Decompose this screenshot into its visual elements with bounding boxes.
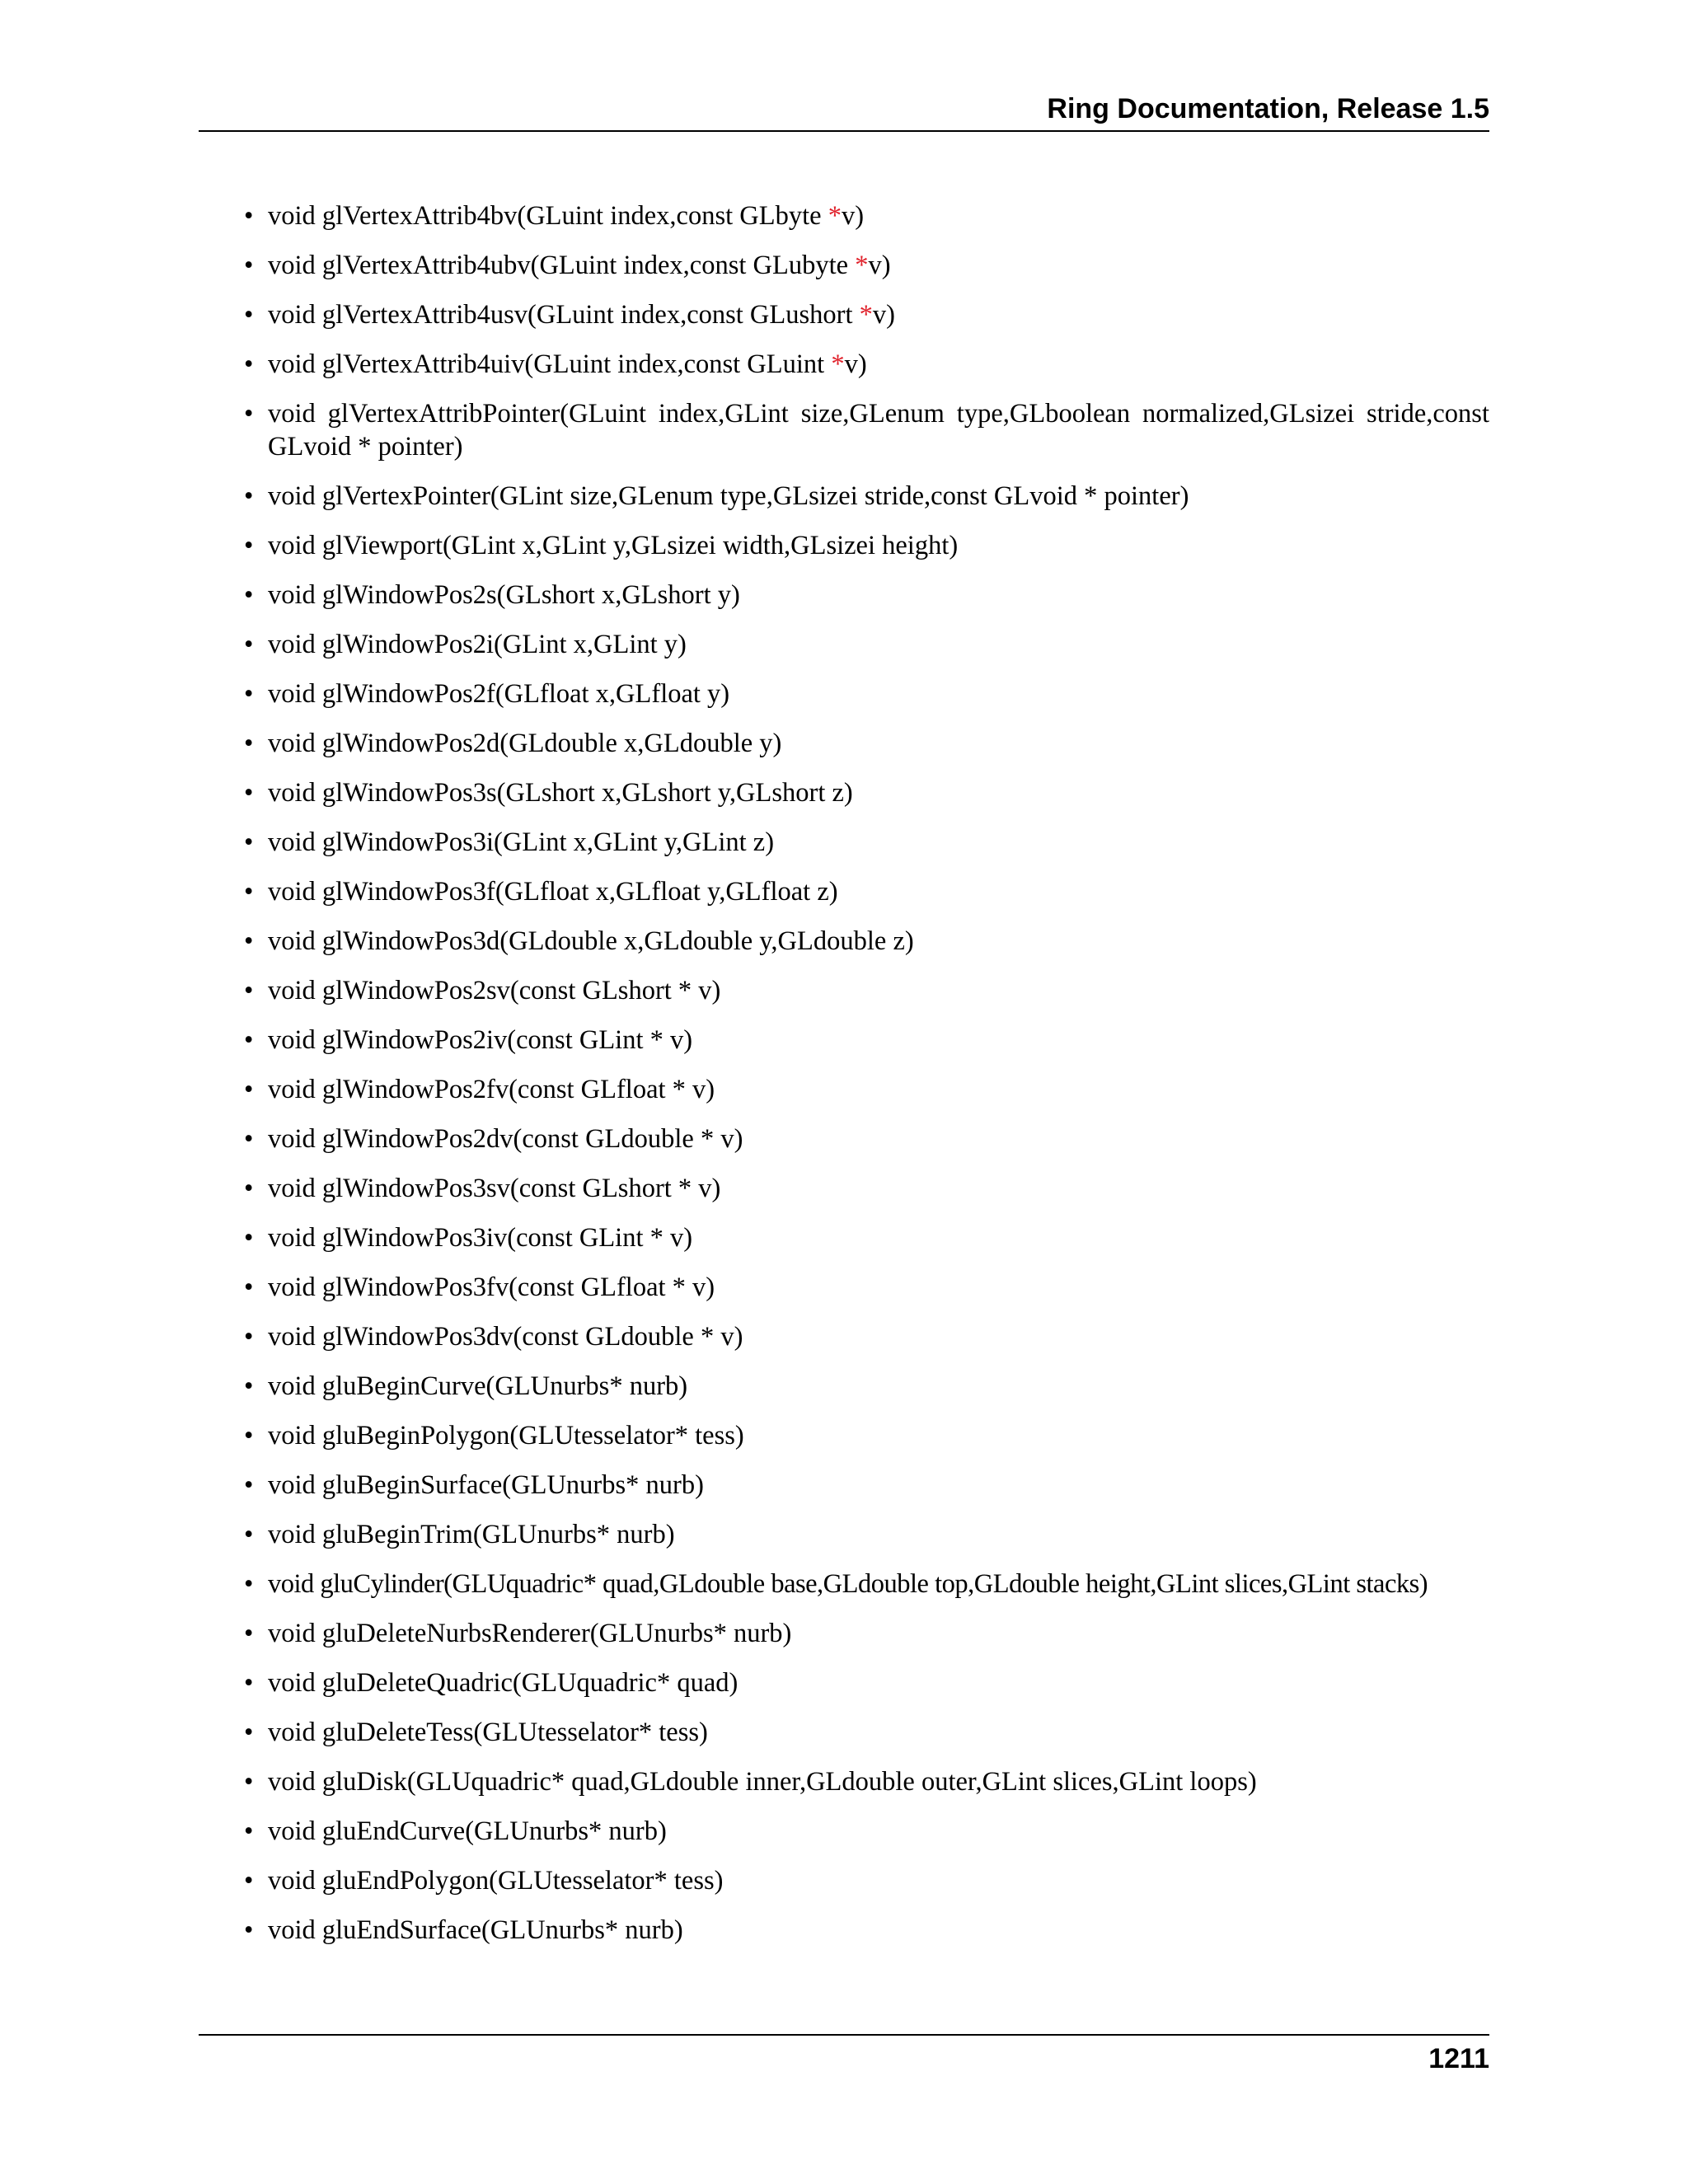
function-signature: void gluDeleteQuadric(GLUquadric* quad) (268, 1668, 738, 1698)
function-signature: void glVertexPointer(GLint size,GLenum type,GLsizei stride,const GLvoid * pointer) (268, 481, 1189, 511)
function-signature: void glWindowPos2i(GLint x,GLint y) (268, 630, 687, 659)
signature-suffix: v) (841, 201, 865, 231)
list-item (0, 826, 1688, 859)
function-signature: void gluEndCurve(GLUnurbs* nurb) (268, 1816, 667, 1846)
function-signature: void gluBeginCurve(GLUnurbs* nurb) (268, 1371, 688, 1401)
bullet-icon: • (244, 1520, 254, 1549)
function-signature: void glWindowPos3dv(const GLdouble * v) (268, 1322, 743, 1352)
list-item (0, 1815, 1688, 1848)
function-signature: void glWindowPos3d(GLdouble x,GLdouble y,GLdouble z) (268, 926, 914, 956)
function-signature (268, 348, 1489, 381)
bullet-icon: • (244, 679, 254, 709)
function-signature: void glWindowPos2iv(const GLint * v) (268, 1025, 693, 1055)
bullet-icon: • (244, 1371, 254, 1401)
bullet-icon: • (244, 1915, 254, 1945)
bullet-icon: • (244, 580, 254, 610)
signature-prefix: void glVertexAttrib4bv(GLuint index,const GLbyte (268, 201, 828, 231)
pointer-symbol: * (855, 251, 869, 280)
bullet-icon: • (244, 1421, 254, 1451)
list-item (0, 298, 1688, 331)
function-signature: void glWindowPos3fv(const GLfloat * v) (268, 1272, 715, 1302)
function-signature: void gluEndSurface(GLUnurbs* nurb) (268, 1915, 683, 1945)
list-item (0, 1320, 1688, 1353)
list-item (0, 480, 1688, 513)
bullet-icon: • (244, 778, 254, 808)
page-header-title: Ring Documentation, Release 1.5 (1047, 93, 1489, 124)
header-divider (199, 130, 1489, 132)
function-signature: void gluCylinder(GLUquadric* quad,GLdouble base,GLdouble top,GLdouble height,GLint slices,GLint stacks) (268, 1569, 1428, 1599)
bullet-icon: • (244, 1272, 254, 1302)
bullet-icon: • (244, 1866, 254, 1896)
function-signature: void glWindowPos2sv(const GLshort * v) (268, 976, 721, 1005)
pointer-symbol: * (859, 300, 873, 330)
bullet-icon: • (244, 1025, 254, 1055)
bullet-icon: • (244, 251, 254, 280)
list-item (0, 249, 1688, 282)
pointer-symbol: * (828, 201, 842, 231)
list-item (0, 1122, 1688, 1155)
bullet-icon: • (244, 201, 254, 231)
list-item (0, 776, 1688, 809)
bullet-icon: • (244, 300, 254, 330)
bullet-icon: • (244, 1124, 254, 1154)
list-item (0, 1716, 1688, 1749)
list-item (0, 1469, 1688, 1502)
list-item (0, 925, 1688, 958)
list-item (0, 579, 1688, 612)
function-signature: void glWindowPos2d(GLdouble x,GLdouble y) (268, 729, 782, 758)
bullet-icon: • (244, 1470, 254, 1500)
bullet-icon: • (244, 877, 254, 907)
bullet-icon: • (244, 976, 254, 1005)
bullet-icon: • (244, 531, 254, 560)
bullet-icon: • (244, 1223, 254, 1253)
bullet-icon: • (244, 926, 254, 956)
list-item (0, 529, 1688, 562)
function-signature: void glWindowPos3f(GLfloat x,GLfloat y,GLfloat z) (268, 877, 838, 907)
footer-divider (199, 2034, 1489, 2036)
list-item (0, 1568, 1688, 1601)
signature-suffix: v) (868, 251, 891, 280)
list-item (0, 1172, 1688, 1205)
signature-suffix: v) (872, 300, 895, 330)
list-item (0, 348, 1688, 381)
bullet-icon: • (244, 1668, 254, 1698)
function-signature: void glViewport(GLint x,GLint y,GLsizei width,GLsizei height) (268, 531, 959, 560)
function-signature: void glWindowPos3iv(const GLint * v) (268, 1223, 693, 1253)
bullet-icon: • (244, 1619, 254, 1648)
list-item (0, 727, 1688, 760)
signature-suffix: v) (844, 349, 867, 379)
signature-prefix: void glVertexAttrib4uiv(GLuint index,const GLuint (268, 349, 832, 379)
page-number: 1211 (1428, 2043, 1489, 2074)
function-signature: void gluBeginTrim(GLUnurbs* nurb) (268, 1520, 675, 1549)
list-item (0, 1073, 1688, 1106)
function-signature: void gluBeginPolygon(GLUtesselator* tess) (268, 1421, 744, 1451)
bullet-icon: • (244, 1718, 254, 1747)
list-item (0, 1864, 1688, 1897)
function-list (0, 199, 1688, 1963)
list-item (0, 1617, 1688, 1650)
list-item (0, 199, 1688, 232)
list-item (0, 1765, 1688, 1798)
function-signature: void gluDeleteTess(GLUtesselator* tess) (268, 1718, 708, 1747)
list-item (0, 1419, 1688, 1452)
function-signature: void glWindowPos2dv(const GLdouble * v) (268, 1124, 743, 1154)
pointer-symbol: * (831, 349, 845, 379)
list-item (0, 974, 1688, 1007)
function-signature: void gluBeginSurface(GLUnurbs* nurb) (268, 1470, 704, 1500)
bullet-icon: • (244, 1174, 254, 1203)
bullet-icon: • (244, 630, 254, 659)
bullet-icon: • (244, 827, 254, 857)
function-signature: void glWindowPos3sv(const GLshort * v) (268, 1174, 721, 1203)
bullet-icon: • (244, 1816, 254, 1846)
function-signature: void gluDeleteNurbsRenderer(GLUnurbs* nurb) (268, 1619, 792, 1648)
bullet-icon: • (244, 729, 254, 758)
list-item (0, 1024, 1688, 1057)
bullet-icon: • (244, 1767, 254, 1797)
bullet-icon: • (244, 1075, 254, 1104)
function-signature (268, 298, 1489, 331)
list-item (0, 1914, 1688, 1947)
function-signature: void glWindowPos3s(GLshort x,GLshort y,GLshort z) (268, 778, 853, 808)
function-signature: void gluDisk(GLUquadric* quad,GLdouble inner,GLdouble outer,GLint slices,GLint loops) (268, 1767, 1257, 1797)
list-item (0, 1271, 1688, 1304)
bullet-icon: • (244, 349, 254, 379)
function-signature (268, 249, 1489, 282)
bullet-icon: • (244, 1322, 254, 1352)
list-item (0, 677, 1688, 710)
bullet-icon: • (244, 481, 254, 511)
signature-prefix: void glVertexAttrib4usv(GLuint index,const GLushort (268, 300, 860, 330)
function-signature: void glWindowPos2f(GLfloat x,GLfloat y) (268, 679, 730, 709)
function-signature (268, 199, 1489, 232)
function-signature: void gluEndPolygon(GLUtesselator* tess) (268, 1866, 724, 1896)
list-item (0, 1370, 1688, 1403)
list-item (0, 875, 1688, 908)
function-signature: void glWindowPos3i(GLint x,GLint y,GLint z) (268, 827, 775, 857)
bullet-icon: • (244, 1569, 254, 1599)
list-item (0, 1518, 1688, 1551)
list-item (0, 1666, 1688, 1699)
bullet-icon: • (244, 399, 254, 429)
function-signature: void glWindowPos2fv(const GLfloat * v) (268, 1075, 715, 1104)
list-item (0, 397, 1688, 463)
signature-prefix: void glVertexAttrib4ubv(GLuint index,const GLubyte (268, 251, 856, 280)
function-signature: void glWindowPos2s(GLshort x,GLshort y) (268, 580, 740, 610)
function-signature: void glVertexAttribPointer(GLuint index,GLint size,GLenum type,GLboolean normalized,GLsizei stride,const GLvoid * pointer) (268, 399, 1489, 462)
list-item (0, 628, 1688, 661)
list-item (0, 1221, 1688, 1254)
